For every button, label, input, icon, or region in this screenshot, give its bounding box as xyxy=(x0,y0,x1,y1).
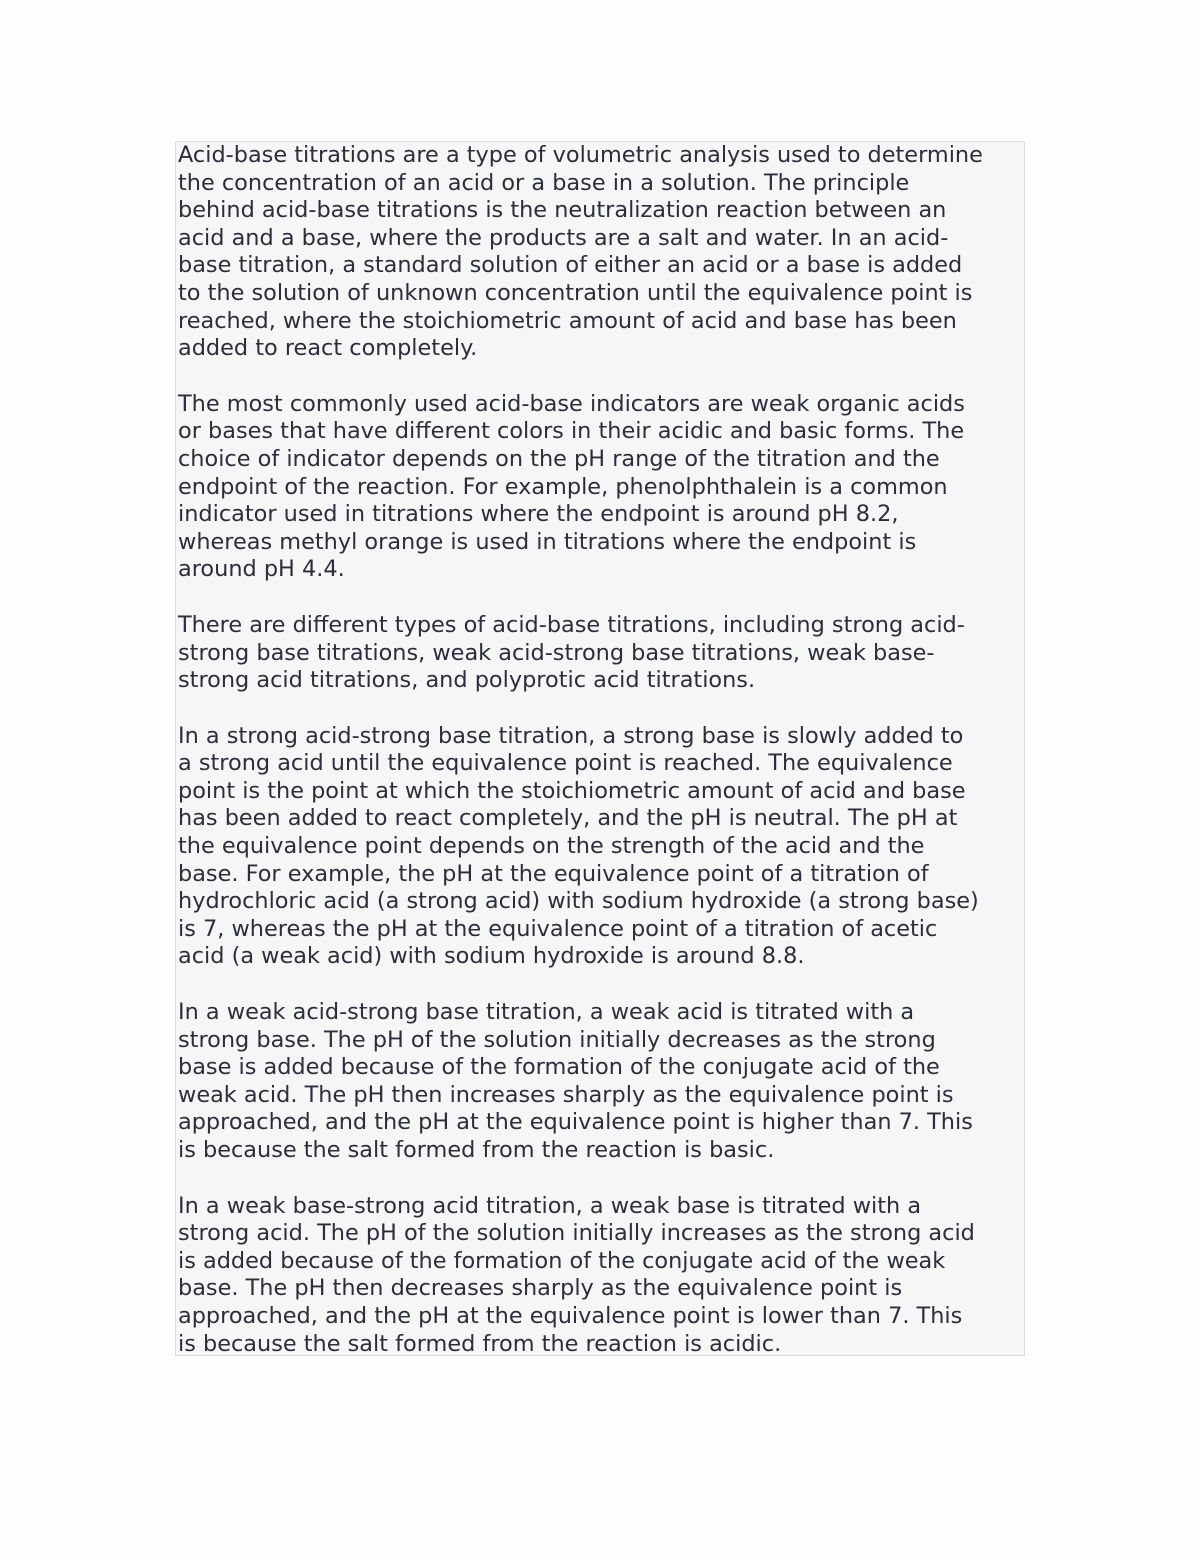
text-block xyxy=(175,141,1025,1356)
paragraph-spacer xyxy=(178,971,1024,999)
text-line: a strong acid until the equivalence point is reached. The equivalence xyxy=(178,750,953,777)
text-line: whereas methyl orange is used in titrations where the endpoint is xyxy=(178,528,917,555)
text-line: is 7, whereas the pH at the equivalence point of a titration of acetic xyxy=(178,915,938,942)
text-line: base titration, a standard solution of either an acid or a base is added xyxy=(178,252,963,279)
text-line: base. For example, the pH at the equivalence point of a titration of xyxy=(178,860,929,887)
text-line: The most commonly used acid-base indicators are weak organic acids xyxy=(178,390,965,417)
text-line: In a weak base-strong acid titration, a weak base is titrated with a xyxy=(178,1192,922,1219)
text-line: There are different types of acid-base titrations, including strong acid- xyxy=(178,611,965,638)
text-line: approached, and the pH at the equivalence point is lower than 7. This xyxy=(178,1302,963,1329)
text-line: strong base titrations, weak acid-strong base titrations, weak base- xyxy=(178,639,935,666)
text-line: the concentration of an acid or a base in a solution. The principle xyxy=(178,169,910,196)
text-line: choice of indicator depends on the pH range of the titration and the xyxy=(178,445,940,472)
text-line: acid (a weak acid) with sodium hydroxide is around 8.8. xyxy=(178,943,805,970)
text-line: is added because of the formation of the conjugate acid of the weak xyxy=(178,1247,946,1274)
text-line: is because the salt formed from the reaction is acidic. xyxy=(178,1330,782,1357)
text-line: base. The pH then decreases sharply as the equivalence point is xyxy=(178,1275,903,1302)
text-line: acid and a base, where the products are a salt and water. In an acid- xyxy=(178,224,949,251)
text-line: is because the salt formed from the reaction is basic. xyxy=(178,1137,775,1163)
paragraph-strong-acid-strong-base xyxy=(178,723,1024,971)
text-line: around pH 4.4. xyxy=(178,556,345,583)
paragraph-titration-types xyxy=(178,612,1024,695)
text-line: base is added because of the formation of the conjugate acid of the xyxy=(178,1054,940,1081)
text-line: strong base. The pH of the solution initially decreases as the strong xyxy=(178,1026,936,1053)
paragraph-indicators xyxy=(178,391,1024,584)
text-line: strong acid. The pH of the solution initially increases as the strong acid xyxy=(178,1220,975,1247)
text-line: weak acid. The pH then increases sharply as the equivalence point is xyxy=(178,1081,954,1108)
text-line: indicator used in titrations where the endpoint is around pH 8.2, xyxy=(178,501,899,528)
paragraph-weak-acid-strong-base xyxy=(178,999,1024,1165)
paragraph-weak-base-strong-acid xyxy=(178,1193,1024,1359)
text-line: to the solution of unknown concentration until the equivalence point is xyxy=(178,279,973,306)
text-line: Acid-base titrations are a type of volumetric analysis used to determine xyxy=(178,142,983,168)
text-line: endpoint of the reaction. For example, phenolphthalein is a common xyxy=(178,473,948,500)
paragraph-spacer xyxy=(178,1165,1024,1193)
text-line: strong acid titrations, and polyprotic acid titrations. xyxy=(178,667,756,694)
text-line: added to react completely. xyxy=(178,335,478,362)
text-line: reached, where the stoichiometric amount of acid and base has been xyxy=(178,307,957,334)
paragraph-spacer xyxy=(178,584,1024,612)
paragraph-spacer xyxy=(178,363,1024,391)
text-line: has been added to react completely, and the pH is neutral. The pH at xyxy=(178,805,958,832)
paragraph-titration-intro xyxy=(178,142,1024,363)
text-line: point is the point at which the stoichiometric amount of acid and base xyxy=(178,777,966,804)
text-line: the equivalence point depends on the strength of the acid and the xyxy=(178,833,925,860)
text-line: approached, and the pH at the equivalence point is higher than 7. This xyxy=(178,1109,973,1136)
paragraph-spacer xyxy=(178,695,1024,723)
text-line: hydrochloric acid (a strong acid) with sodium hydroxide (a strong base) xyxy=(178,888,979,915)
text-line: behind acid-base titrations is the neutralization reaction between an xyxy=(178,197,947,224)
text-line: or bases that have different colors in their acidic and basic forms. The xyxy=(178,418,965,445)
text-line: In a weak acid-strong base titration, a weak acid is titrated with a xyxy=(178,999,915,1026)
text-line: In a strong acid-strong base titration, a strong base is slowly added to xyxy=(178,722,964,749)
